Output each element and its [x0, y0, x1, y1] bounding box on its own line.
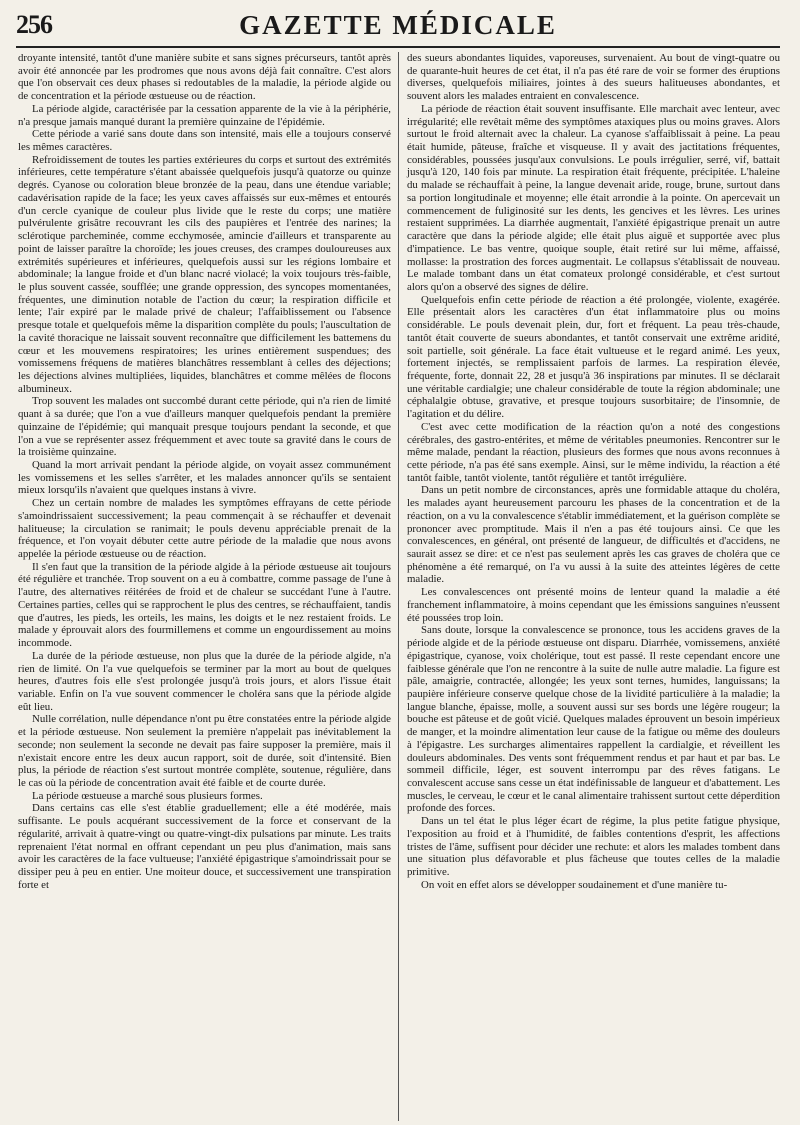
paragraph: Dans un tel état le plus léger écart de régime, la plus petite fatigue physique, l'exposition au froid et à l'humidité, de faibles contentions d'esprit, les affections tristes de l'âme, suffisent pour décider une rechute: et alors les malades tombent dans une situation plus défavorable et plus fâcheuse que toutes celles de la maladie primitive. — [407, 815, 780, 878]
paragraph: La période de réaction était souvent insuffisante. Elle marchait avec lenteur, avec irrégularité; elle revêtait même des symptômes ataxiques plus ou moins graves. Alors surtout le froid alternait avec la chaleur. La cyanose s'affaiblissait à peine. La peau était humide, pâteuse, fraîche et visqueuse. Il y avait des jactitations fréquentes, considérables, poussées jusqu'aux convulsions. Le pouls irrégulier, serré, vif, battait jusqu'à 120, 140 fois par minute. La respiration était fréquente, précipitée. L'haleine du malade se réchauffait à peine, la langue devenait aride, rouge, brune, surtout dans sa portion longitudinale et moyenne; elle était arrondie à la pointe. On apercevait un commencement de fuliginosité sur les dents, les gencives et les lèvres. Les urines restaient supprimées. La diarrhée augmentait, l'anxiété épigastrique prenait un autre caractère que dans la période algide; elle était plus aiguë et supportée avec plus d'impatience. Le bas ventre, quoique souple, était retiré sur lui même, affaissé, mollasse: la prostration des forces augmentait. Le collapsus s'établissait de nouveau. Le malade tombant dans un état comateux prolongé considérable, et c'est surtout alors qu'on a observé des signes de délire. — [407, 102, 780, 293]
paragraph: Sans doute, lorsque la convalescence se prononce, tous les accidens graves de la période algide et de la période œstueuse ont disparu. Diarrhée, vomissemens, anxiété épigastrique, cyanose, voix cholérique, tout est passé. Il reste cependant encore une faiblesse générale que l'on ne rencontre à la suite de nulle autre maladie. La figure est pâle, amaigrie, contractée, allongée; les yeux sont ternes, humides, languissans; la paupière inférieure conserve quelque chose de la lividité particulière à la maladie; la langue blanche, épaisse, molle, a souvent aussi sur ses bords une légère rougeur; la bouche est pâteuse et de goût vicié. Quelques malades éprouvent un besoin impérieux de manger, et la moindre alimentation leur cause de la fatigue ou même des douleurs à l'épigastre. Les surcharges alimentaires rappellent la cardialgie, et réveillent les douleurs abdominales. Des vents sont fréquemment rendus et par haut et par bas. Le sommeil difficile, léger, est souvent interrompu par des rêves fatigans. Le convalescent accuse sans cesse un état indéfinissable de langueur et d'abattement. Les muscles, le cerveau, le cœur et le canal alimentaire trahissent surtout cette déperdition profonde des forces. — [407, 624, 780, 815]
paragraph: des sueurs abondantes liquides, vaporeuses, survenaient. Au bout de vingt-quatre ou de quarante-huit heures de cet état, il n'a pas été rare de voir se former des éruptions diverses, quelquefois miliaires, jointes à des sueurs halitueuses abondantes, et souvent alors les malades entraient en convalescence. — [407, 52, 780, 103]
paragraph: Dans certains cas elle s'est établie graduellement; elle a été modérée, mais suffisante. Le pouls acquérant successivement de la force et conservant de la régularité, arrivait à quatre-vingt ou quatre-vingt-dix pulsations par minute. Les traits reprenaient l'état normal en offrant cependant un peu plus d'animation, mais sans avoir les caractères de la face vultueuse; l'anxiété épigastrique s'amoindrissait pour se dissiper peu à peu en entier. Une moiteur douce, et successivement une transpiration forte et — [18, 802, 391, 891]
paragraph: Chez un certain nombre de malades les symptômes effrayans de cette période s'amoindrissaient successivement; la peau commençait à se réchauffer et devenait halitueuse; la circulation se ranimait; le pouls devenu appréciable prenait de la fréquence, et l'on voyait débuter cette autre période de la maladie que nous avons appelée la période œstueuse ou de réaction. — [18, 497, 391, 561]
paragraph: Il s'en faut que la transition de la période algide à la période œstueuse ait toujours été régulière et tranchée. Trop souvent on a eu à combattre, comme passage de l'une à l'autre, des alternatives réitérées de froid et de chaleur se succédant l'une à l'autre. Certaines parties, celles qui se rapprochent le plus des centres, se réchauffaient, tandis que d'autres, les pieds, les orteils, les mains, les doigts et le nez restaient froids. Le malade y éprouvait alors des fourmillemens et comme un engourdissement au moins incommode. — [18, 560, 391, 650]
paragraph: Les convalescences ont présenté moins de lenteur quand la maladie a été franchement inflammatoire, à moins cependant que les émissions sanguines n'eussent été poussées trop loin. — [407, 586, 780, 624]
masthead-title: GAZETTE MÉDICALE — [239, 10, 557, 40]
columns — [18, 52, 780, 1121]
paragraph: Quelquefois enfin cette période de réaction a été prolongée, violente, exagérée. Elle présentait alors les caractères d'un état inflammatoire plus ou moins considérable. Le pouls devenait plein, dur, fort et fréquent. La peau très-chaude, tantôt était couverte de sueurs abondantes, et tantôt conservait une extrême aridité, soit partielle, soit générale. La face était vultueuse et le regard animé. Les yeux, fortement injectés, se remplissaient parfois de larmes. La respiration élevée, fréquente, forte, donnait 22, 28 et jusqu'à 36 inspirations par minutes. Il se déclarait une véritable cardialgie; une chaleur considérable de toute la région abdominale; une céphalalgie obtuse, gravative, et presque toujours susorbitaire; de l'insomnie, de l'agitation et du délire. — [407, 293, 780, 421]
paragraph: La durée de la période œstueuse, non plus que la durée de la période algide, n'a rien de limité. On l'a vue quelquefois se terminer par la mort au bout de quelques heures, d'autres fois elle s'est prolongée jusqu'à trois jours, et alors l'issue était variable. Enfin on l'a vue souvent commencer le choléra sans que la période algide eût lieu. — [18, 649, 391, 713]
paragraph: On voit en effet alors se développer soudainement et d'une manière tu- — [421, 878, 728, 891]
paragraph: C'est avec cette modification de la réaction qu'on a noté des congestions cérébrales, des gastro-entérites, et même de véritables pneumonies. Rencontrer sur le même malade, pendant la réaction, plusieurs des formes que nous avons reconnues à cette période, n'a pas été sans exemple. Ainsi, sur le même individu, la réaction a été tantôt faible, tantôt violente, tantôt régulière et tantôt irrégulière. — [407, 420, 780, 484]
paragraph: La période algide, caractérisée par la cessation apparente de la vie à la périphérie, n'a presque jamais manqué durant la première quinzaine de l'épidémie. — [18, 102, 391, 128]
right-column — [398, 52, 780, 1121]
paragraph: Trop souvent les malades ont succombé durant cette période, qui n'a rien de limité quant à sa durée; que l'on a vue d'ailleurs manquer quelquefois pendant la première quinzaine de l'épidémie; qui manquait presque toujours pendant la seconde, et que l'on a vue se représenter assez fréquemment et avec toute sa gravité dans le cours de la troisième quinzaine. — [18, 395, 391, 459]
paragraph: Nulle corrélation, nulle dépendance n'ont pu être constatées entre la période algide et la période œstueuse. Non seulement la première n'appelait pas inévitablement la seconde; non seulement la seconde ne devait pas faire supposer la première, mais il n'existait encore entre les deux aucun rapport, soit de durée, soit d'intensité. Bien plus, la période de réaction s'est surtout montrée complète, soutenue, régulière, dans le cas où la période de concentration avait été faible et de courte durée. — [18, 713, 391, 789]
paragraph: Dans un petit nombre de circonstances, après une formidable attaque du choléra, les malades ayant heureusement parcouru les phases de la concentration et de la réaction, on a vu la convalescence s'établir immédiatement, et la guérison complète se prononcer avec promptitude. Mais il n'en a pas été toujours ainsi. Ce que les convalescences, en général, ont présenté de langueur, de difficultés et d'accidens, ne saurait assez se dire: et ce n'est pas seulement après les cas graves de choléra que ce phénomène a été remarqué, on l'a vu aussi à la suite des atteintes légères de cette maladie. — [407, 484, 780, 586]
page-header — [16, 6, 780, 48]
paragraph: Quand la mort arrivait pendant la période algide, on voyait assez communément les vomissemens et les selles s'arrêter, et les malades annoncer qu'ils se sentaient mieux lorsqu'ils n'avaient que quelques instans à vivre. — [18, 459, 391, 497]
paragraph: Refroidissement de toutes les parties extérieures du corps et surtout des extrémités inférieures, cette température s'étant abaissée quelquefois jusqu'à quatorze ou quinze degrés. Cyanose ou coloration bleue bronzée de la peau, dans une étendue variable; cadavérisation rapide de la face; les yeux caves affaissés sur eux-mêmes et entourés d'un cercle cyanique de couleur plus livide que le reste du corps; une matière pulvérulente grisâtre recouvrant les cils des paupières et l'entrée des narines; la sclérotique parcheminée, comme ecchymosée, amincie d'ailleurs et transparente au point de laisser paraître la choroïde; les joues creuses, des crampes douloureuses aux extrémités supérieures et inférieures, quelquefois aussi sur les régions lombaire et abdominale; la langue froide et d'un blanc nacré violacé; la voix toujours très-faible, le plus souvent cassée, soufflée; une grande oppression, des syncopes momentanées, fréquentes, une diminution notable de l'action du cœur; la respiration difficile et lente; l'air expiré par le malade privé de chaleur; l'affaiblissement ou l'absence presque totale et quelquefois même la disparition complète du pouls; l'auscultation de la cavité thoracique ne laissait souvent reconnaître que difficilement les battemens du cœur et les mouvemens respiratoires; les urines entièrement suspendues; des vomissemens fréquens de matières blanchâtres ressemblant à celles des déjections; les déjections alvines multipliées, liquides, blanchâtres et comme mêlées de flocons albumineux. — [18, 153, 391, 395]
paragraph: Cette période a varié sans doute dans son intensité, mais elle a toujours conservé les mêmes caractères. — [18, 128, 391, 154]
left-column — [18, 52, 398, 1121]
paragraph: La période œstueuse a marché sous plusieurs formes. — [32, 789, 263, 802]
page-number: 256 — [16, 10, 52, 39]
paragraph: droyante intensité, tantôt d'une manière subite et sans signes précurseurs, tantôt après avoir été annoncée par les prodromes que nous avons déjà fait connaître. C'est alors que l'on observait ces deux phases si redoutables de la maladie, la période algide ou de concentration et la période œstueuse ou de réaction. — [18, 52, 391, 103]
